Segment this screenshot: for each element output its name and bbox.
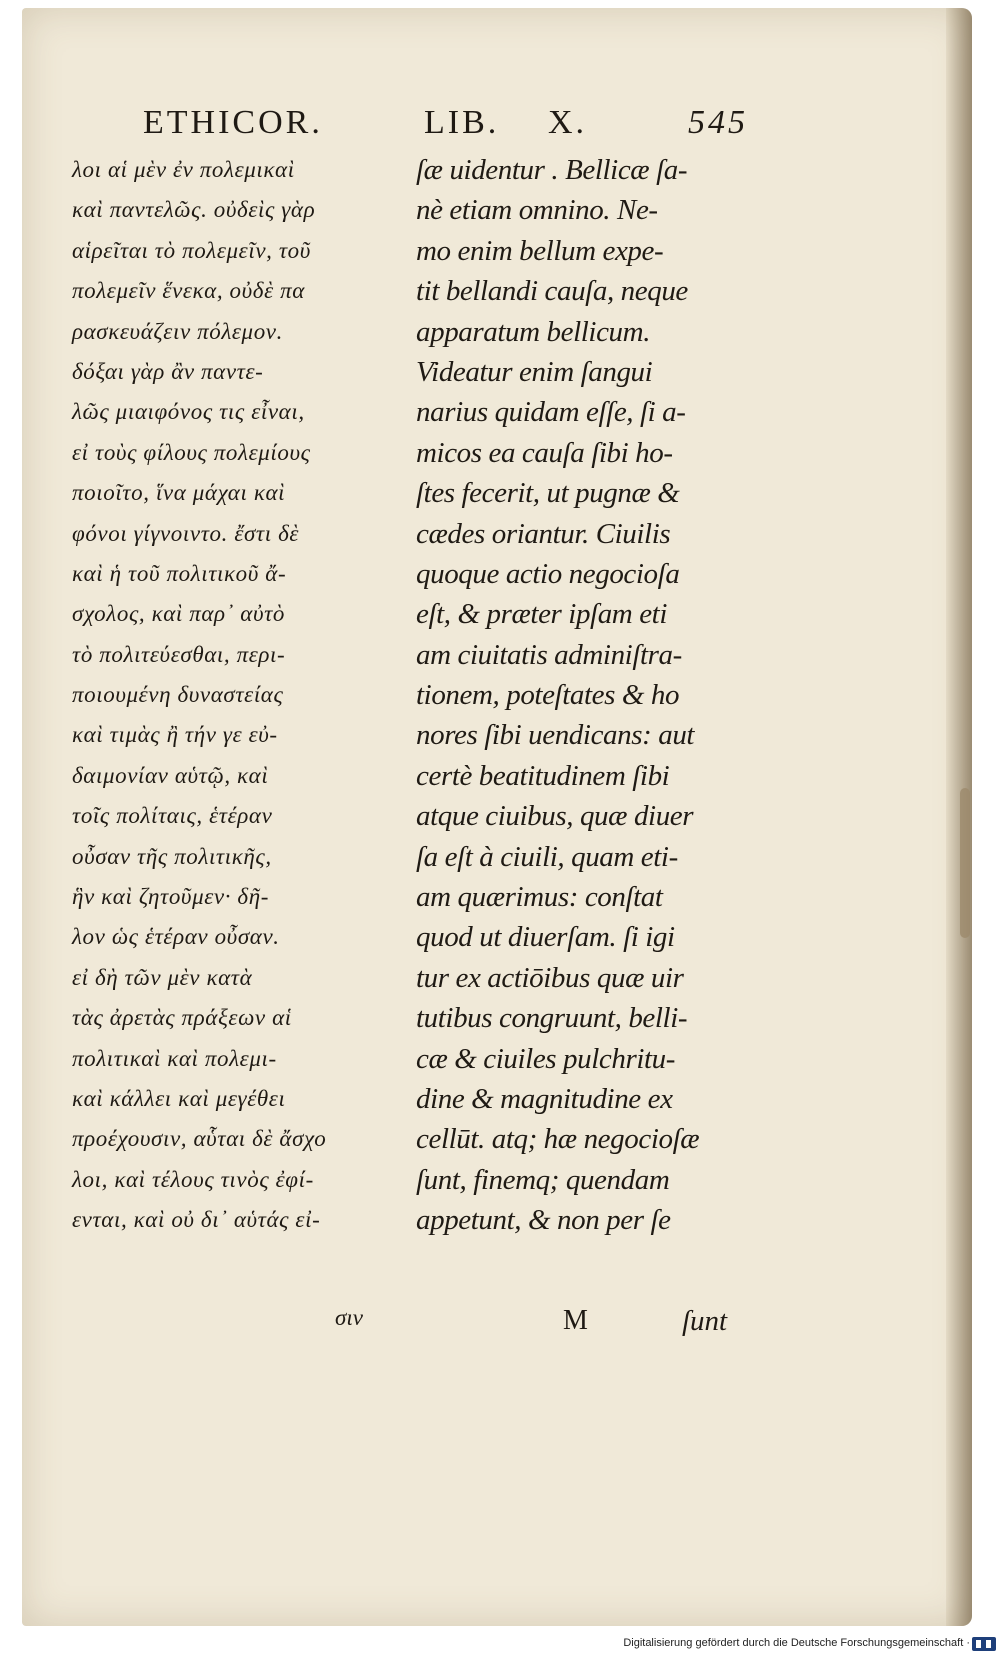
latin-text-line: quoque actio negocioſa — [416, 557, 680, 590]
latin-text-line: Videatur enim ſangui — [416, 355, 653, 388]
greek-text-line: εἰ δὴ τῶν μὲν κατὰ — [72, 964, 253, 990]
greek-text-line: ενται, καὶ οὐ δι᾽ αὑτάς εἰ- — [72, 1207, 321, 1233]
latin-text-line: tionem, poteſtates & ho — [416, 679, 680, 712]
latin-text-line: am quærimus: conſtat — [416, 881, 663, 914]
greek-text-line: ρασκευάζειν πόλεμον. — [72, 318, 283, 344]
signature-mark: M — [563, 1305, 588, 1336]
latin-catchword: ſunt — [682, 1305, 728, 1337]
running-header — [143, 104, 748, 144]
greek-text-line: φόνοι γίγνοιντο. ἔστι δὲ — [72, 520, 300, 546]
greek-text-line: σχολος, καὶ παρ᾽ αὐτὸ — [72, 601, 286, 627]
header-title: ETHICOR. — [143, 104, 323, 141]
greek-text-line: ἣν καὶ ζητοῦμεν· δῆ- — [72, 884, 269, 910]
digitization-footer — [0, 1628, 1000, 1657]
latin-text-line: nores ſibi uendicans: aut — [416, 719, 695, 752]
latin-text-line: apparatum bellicum. — [416, 315, 651, 348]
latin-text-line: ſunt, finemq; quendam — [416, 1163, 670, 1196]
greek-text-line: οὖσαν τῆς πολιτικῆς, — [72, 843, 272, 869]
latin-text-line: cæ & ciuiles pulchritu- — [416, 1042, 676, 1075]
greek-text-line: ποιουμένη δυναστείας — [72, 682, 284, 708]
greek-text-column — [72, 150, 402, 1241]
latin-text-line: micos ea cauſa ſibi ho- — [416, 436, 673, 469]
latin-text-line: quod ut diuerſam. ſi igi — [416, 921, 675, 954]
greek-catchword: σιν — [335, 1305, 363, 1330]
latin-text-line: mo enim bellum expe- — [416, 234, 664, 267]
latin-text-line: dine & magnitudine ex — [416, 1082, 673, 1115]
greek-text-line: τοῖς πολίταις, ἑτέραν — [72, 803, 273, 829]
latin-text-line: tur ex actiōibus quæ uir — [416, 961, 684, 994]
greek-text-line: καὶ τιμὰς ἢ τήν γε εὐ- — [72, 722, 278, 748]
latin-text-line: cellūt. atq; hæ negocioſæ — [416, 1123, 700, 1156]
latin-text-line: am ciuitatis adminiſtra- — [416, 638, 682, 671]
greek-text-line: τὸ πολιτεύεσθαι, περι- — [72, 641, 286, 667]
greek-text-line: τὰς ἀρετὰς πράξεων αἱ — [72, 1005, 292, 1031]
page-number: 545 — [688, 104, 748, 141]
greek-text-line: καὶ παντελῶς. οὐδεὶς γὰρ — [72, 197, 316, 223]
latin-text-line: tutibus congruunt, belli- — [416, 1002, 688, 1035]
header-book-label: LIB. — [424, 104, 500, 141]
greek-text-line: ποιοῖτο, ἵνα μάχαι καὶ — [72, 480, 286, 506]
latin-text-line: eſt, & præter ipſam eti — [416, 598, 667, 631]
latin-text-line: ſa eſt à ciuili, quam eti- — [416, 840, 678, 873]
footer-credit: Digitalisierung gefördert durch die Deutsche Forschungsgemeinschaft · — [623, 1637, 970, 1649]
greek-text-line: προέχουσιν, αὗται δὲ ἄσχο — [72, 1126, 327, 1152]
latin-text-line: certè beatitudinem ſibi — [416, 759, 670, 792]
binding-clasp — [960, 788, 970, 938]
latin-text-line: ſæ uidentur . Bellicæ ſa- — [416, 154, 688, 186]
greek-text-line: λον ὡς ἑτέραν οὖσαν. — [72, 924, 280, 950]
greek-text-line: πολεμεῖν ἕνεκα, οὐδὲ πα — [72, 278, 305, 304]
header-book-number: X. — [548, 104, 588, 141]
latin-text-column — [416, 150, 748, 1241]
latin-text-line: atque ciuibus, quæ diuer — [416, 800, 694, 833]
greek-text-line: δόξαι γὰρ ἂν παντε- — [72, 358, 264, 384]
greek-text-line: εἰ τοὺς φίλους πολεμίους — [72, 439, 311, 465]
greek-text-line: καὶ ἡ τοῦ πολιτικοῦ ἄ- — [72, 560, 287, 586]
latin-text-line: tit bellandi cauſa, neque — [416, 275, 688, 308]
greek-text-line: δαιμονίαν αὑτῷ, καὶ — [72, 762, 269, 788]
greek-text-line: λοι, καὶ τέλους τινὸς ἐφί- — [72, 1166, 314, 1192]
latin-text-line: appetunt, & non per ſe — [416, 1204, 671, 1237]
latin-text-line: nè etiam omnino. Ne- — [416, 194, 658, 227]
greek-text-line: πολιτικαὶ καὶ πολεμι- — [72, 1045, 277, 1071]
greek-text-line: λῶς μιαιφόνος τις εἶναι, — [72, 399, 305, 425]
latin-text-line: cædes oriantur. Ciuilis — [416, 517, 671, 550]
latin-text-line: ſtes fecerit, ut pugnæ & — [416, 477, 680, 510]
greek-text-line: καὶ κάλλει καὶ μεγέθει — [72, 1085, 286, 1111]
greek-text-line: αἱρεῖται τὸ πολεμεῖν, τοῦ — [72, 237, 311, 263]
latin-text-line: narius quidam eſſe, ſi a- — [416, 396, 686, 429]
dfg-logo-icon — [972, 1637, 996, 1651]
greek-text-line: λοι αἱ μὲν ἐν πολεμικαὶ — [72, 157, 295, 182]
